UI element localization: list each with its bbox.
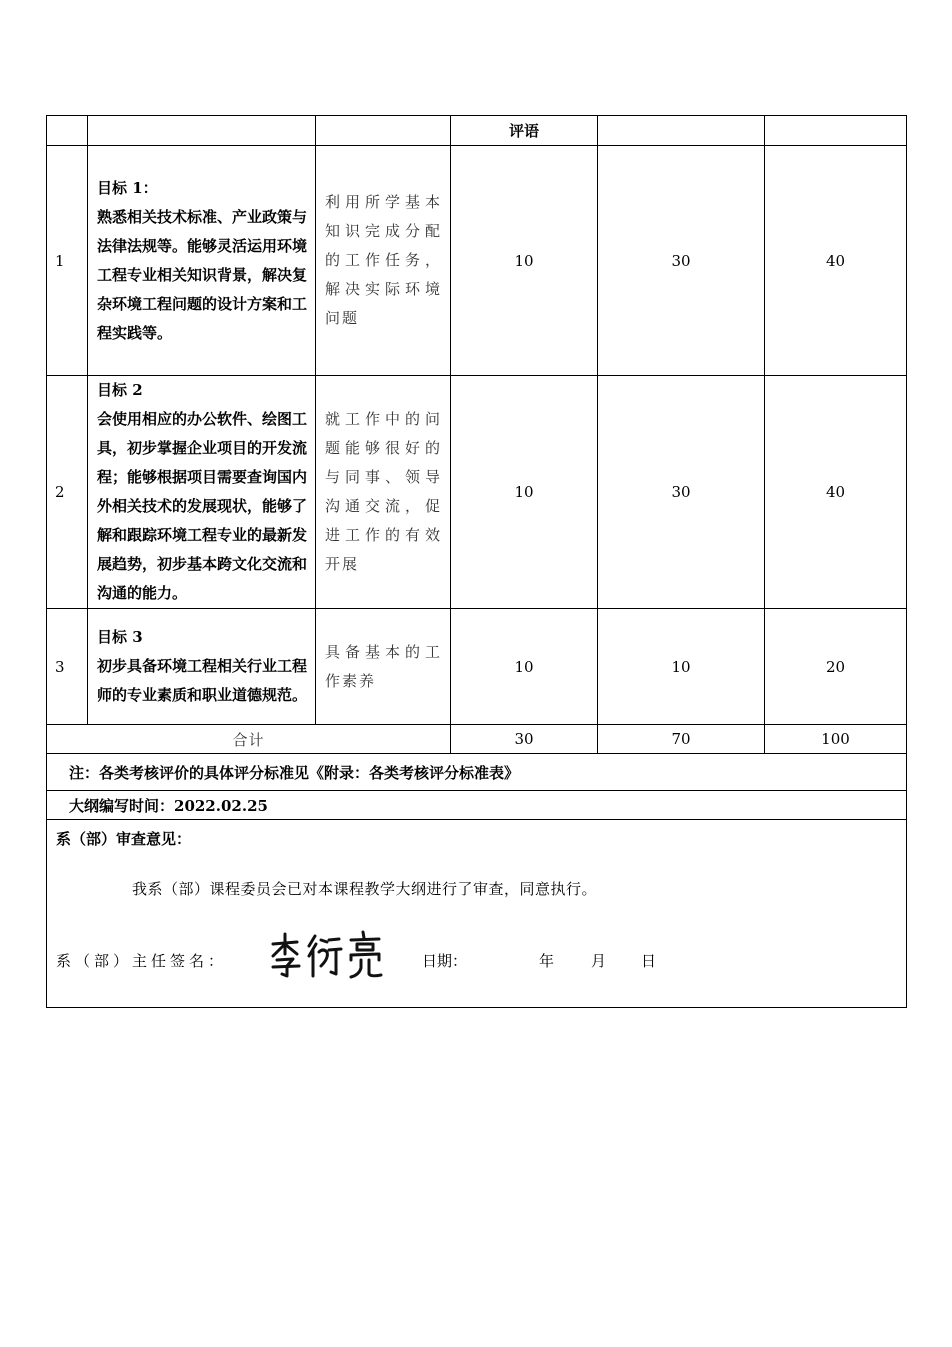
- review-cell: [47, 820, 907, 1008]
- total-cell: 100: [765, 725, 907, 754]
- header-cell: [598, 116, 765, 146]
- review-title: 系（部）审查意见：: [56, 830, 192, 848]
- score-cell: 30: [598, 376, 765, 609]
- year-label: 年: [539, 952, 555, 970]
- goal-cell: [88, 376, 316, 609]
- goal-body: 初步具备环境工程相关行业工程师的专业素质和职业道德规范。: [97, 657, 308, 704]
- total-cell: 30: [451, 725, 598, 754]
- goal-body: 会使用相应的办公软件、绘图工具，初步掌握企业项目的开发流程；能够根据项目需要查询国内外相关技术的发展现状，能够了解和跟踪环境工程专业的最新发展趋势，初步基本跨文化交流和沟通的能力。: [97, 410, 308, 602]
- review-row: [47, 820, 907, 1008]
- row-index: 2: [47, 376, 88, 609]
- header-cell: [765, 116, 907, 146]
- goal-cell: [88, 146, 316, 376]
- header-cell: [47, 116, 88, 146]
- outline-date-text: 大纲编写时间：2022.02.25: [47, 791, 907, 820]
- score-cell: 10: [598, 609, 765, 725]
- score-cell: 20: [765, 609, 907, 725]
- table-row: [47, 376, 907, 609]
- score-cell: 40: [765, 376, 907, 609]
- total-label: 合计: [47, 725, 451, 754]
- header-cell: [88, 116, 316, 146]
- note-text: 注：各类考核评价的具体评分标准见《附录：各类考核评分标准表》: [47, 754, 907, 791]
- day-label: 日: [641, 952, 657, 970]
- score-cell: 10: [451, 146, 598, 376]
- assessment-table: [46, 115, 907, 1008]
- requirement-cell: 利用所学基本知识完成分配的工作任务，解决实际环境问题: [316, 146, 451, 376]
- score-cell: 30: [598, 146, 765, 376]
- total-row: [47, 725, 907, 754]
- goal-title: 目标 2: [97, 381, 143, 399]
- requirement-cell: 就工作中的问题能够很好的与同事、领导沟通交流，促进工作的有效开展: [316, 376, 451, 609]
- goal-body: 熟悉相关技术标准、产业政策与法律法规等。能够灵活运用环境工程专业相关知识背景，解决复杂环境工程问题的设计方案和工程实践等。: [97, 207, 308, 342]
- goal-title: 目标 3: [97, 628, 143, 646]
- header-cell: [316, 116, 451, 146]
- header-cell-comment: 评语: [451, 116, 598, 146]
- table-header-row: [47, 116, 907, 146]
- note-row: [47, 754, 907, 791]
- outline-date-row: [47, 791, 907, 820]
- goal-title: 目标 1：: [97, 178, 158, 197]
- handwritten-signature: [267, 930, 387, 980]
- date-label: 日期：: [422, 952, 468, 970]
- table-row: [47, 609, 907, 725]
- sign-label: 系（部）主任签名：: [56, 952, 228, 970]
- score-cell: 10: [451, 376, 598, 609]
- row-index: 1: [47, 146, 88, 376]
- requirement-cell: 具备基本的工作素养: [316, 609, 451, 725]
- review-text: 我系（部）课程委员会已对本课程教学大纲进行了审查，同意执行。: [132, 880, 598, 898]
- goal-cell: [88, 609, 316, 725]
- score-cell: 10: [451, 609, 598, 725]
- month-label: 月: [591, 952, 607, 970]
- row-index: 3: [47, 609, 88, 725]
- score-cell: 40: [765, 146, 907, 376]
- total-cell: 70: [598, 725, 765, 754]
- table-row: [47, 146, 907, 376]
